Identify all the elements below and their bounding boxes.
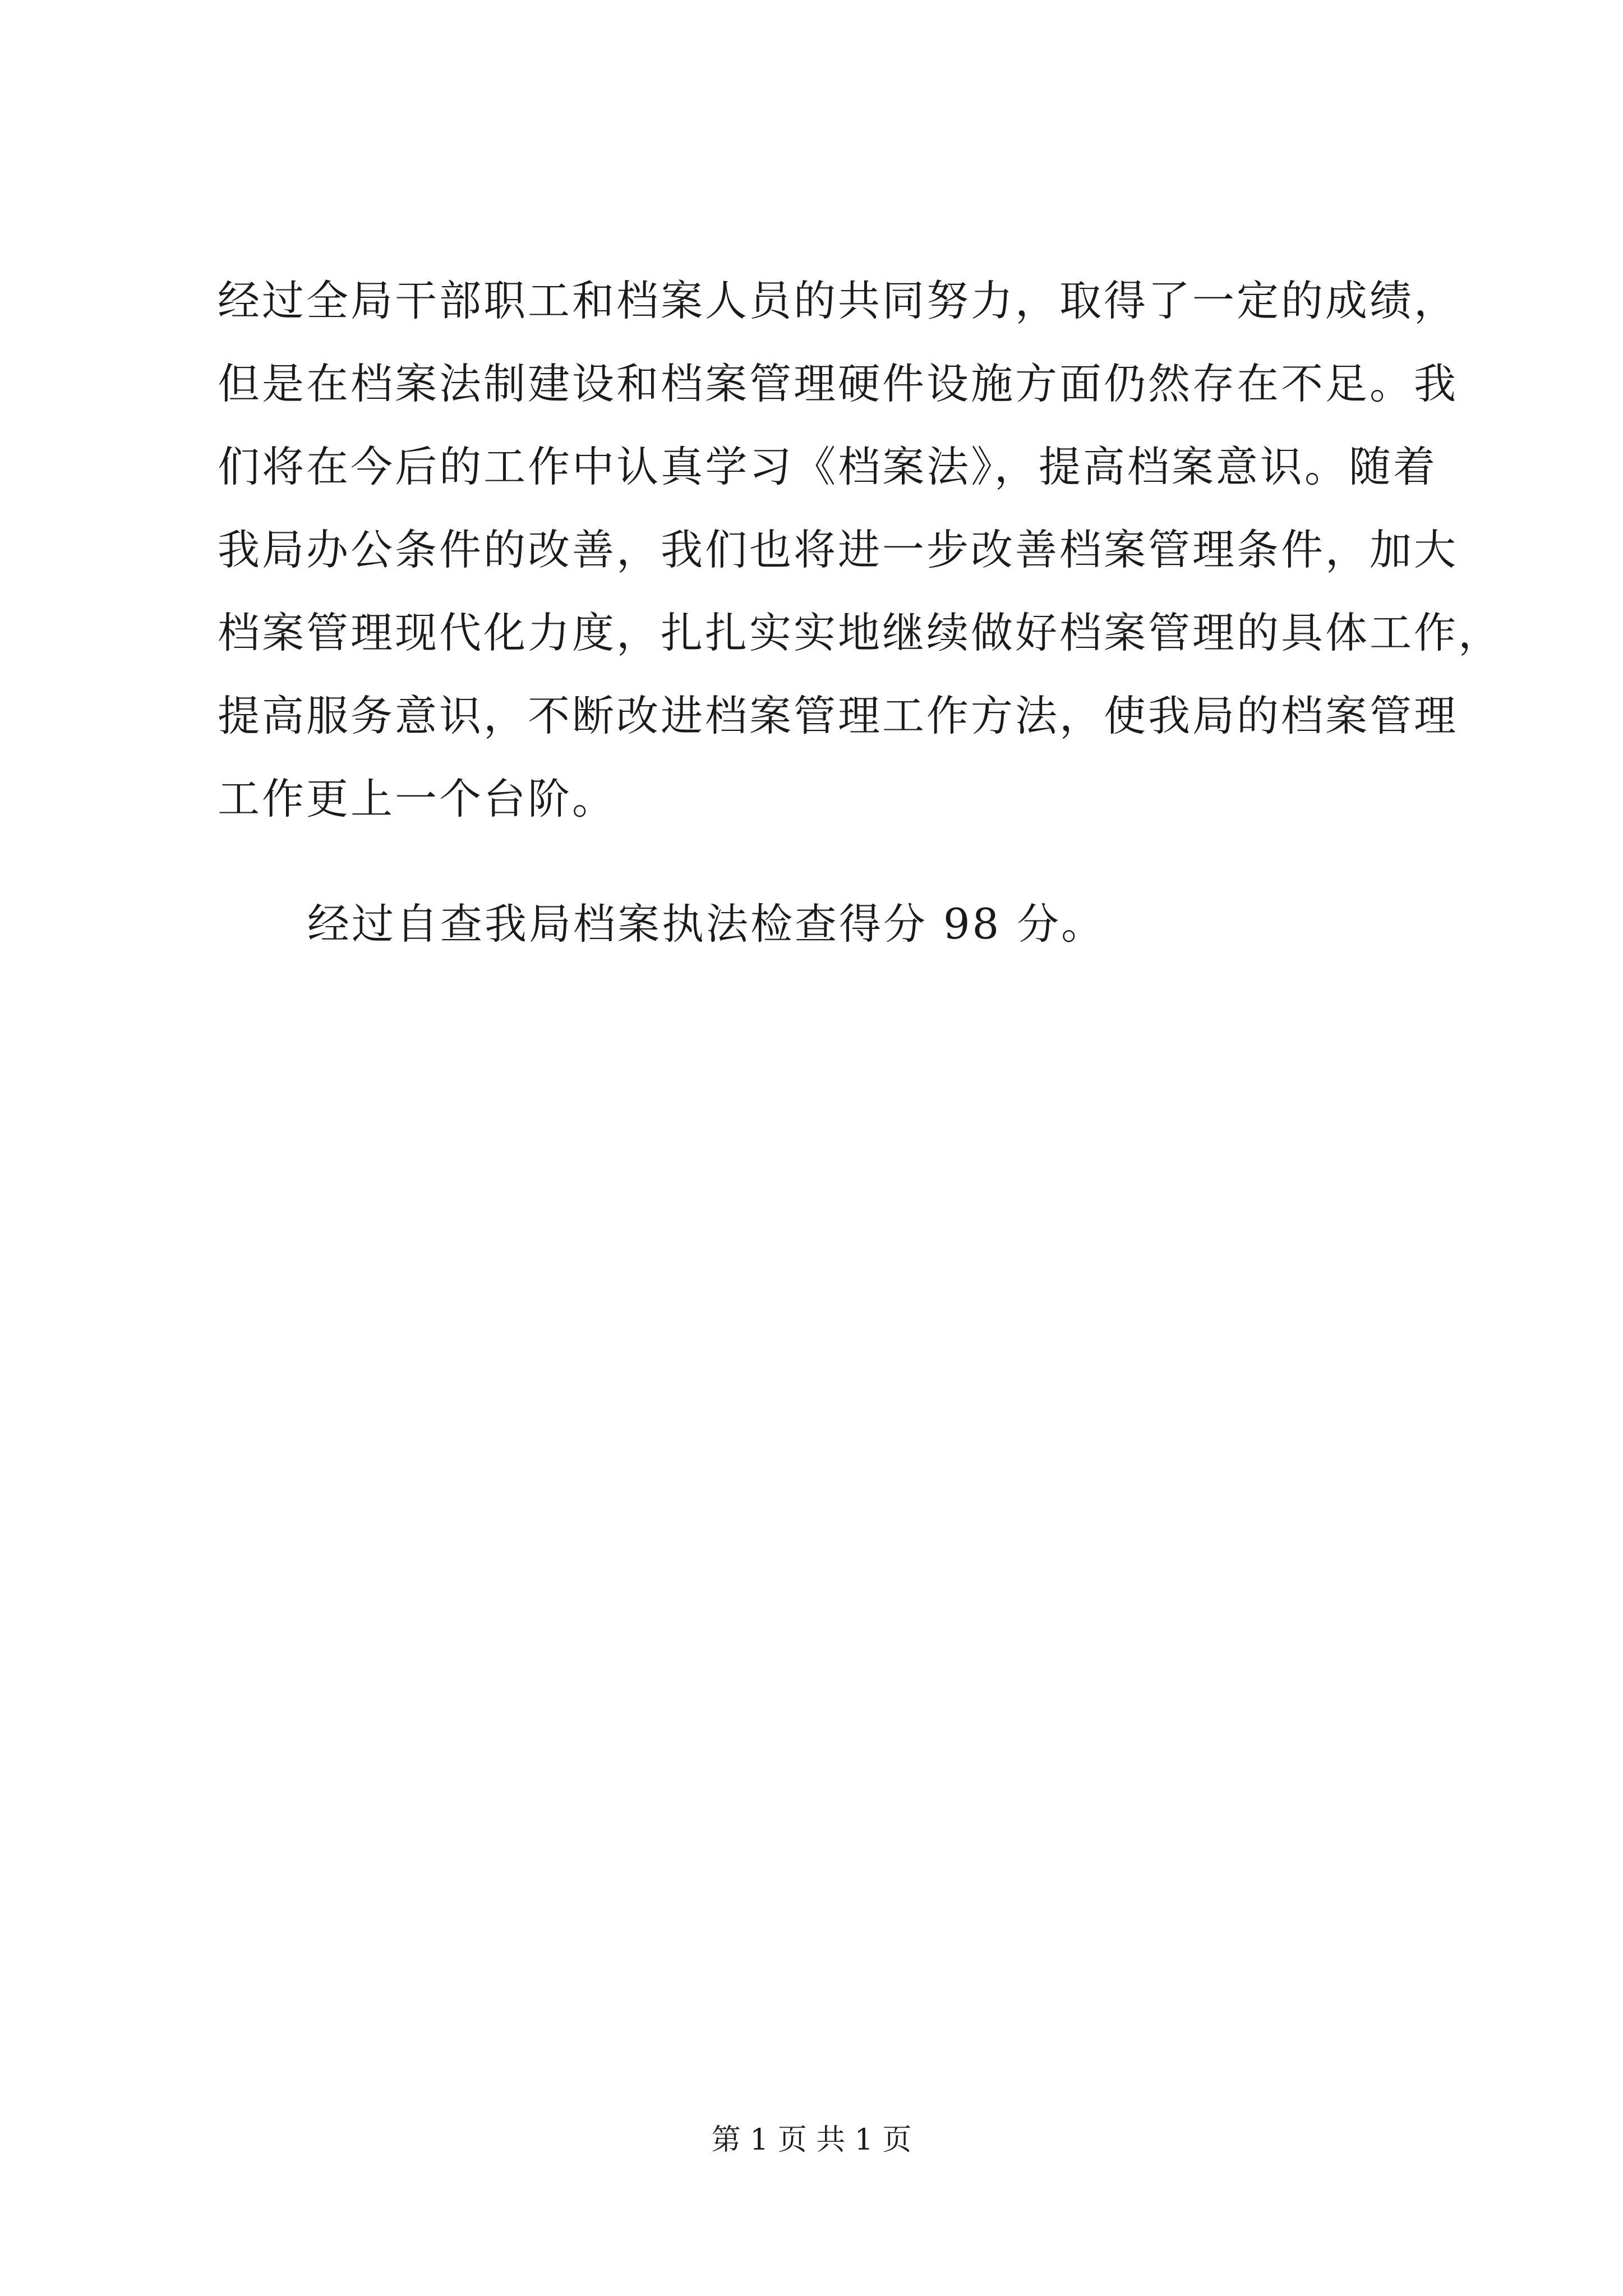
paragraph-line: 但是在档案法制建设和档案管理硬件设施方面仍然存在不足。我 <box>218 359 1459 408</box>
body-paragraph-2: 经过自查我局档案执法检查得分 98 分。 <box>307 899 1106 949</box>
paragraph-line: 我局办公条件的改善，我们也将进一步改善档案管理条件，加大 <box>218 525 1459 574</box>
paragraph-line: 工作更上一个台阶。 <box>218 774 617 823</box>
paragraph-line: 档案管理现代化力度，扎扎实实地继续做好档案管理的具体工作， <box>218 608 1503 657</box>
paragraph-line: 经过全局干部职工和档案人员的共同努力，取得了一定的成绩， <box>218 276 1459 325</box>
paragraph-line: 们将在今后的工作中认真学习《档案法》，提高档案意识。随着 <box>218 442 1437 491</box>
paragraph-line: 提高服务意识，不断改进档案管理工作方法，使我局的档案管理 <box>218 691 1459 740</box>
page-number-footer: 第 1 页 共 1 页 <box>711 2123 912 2157</box>
body-paragraph-1 <box>218 259 1503 840</box>
